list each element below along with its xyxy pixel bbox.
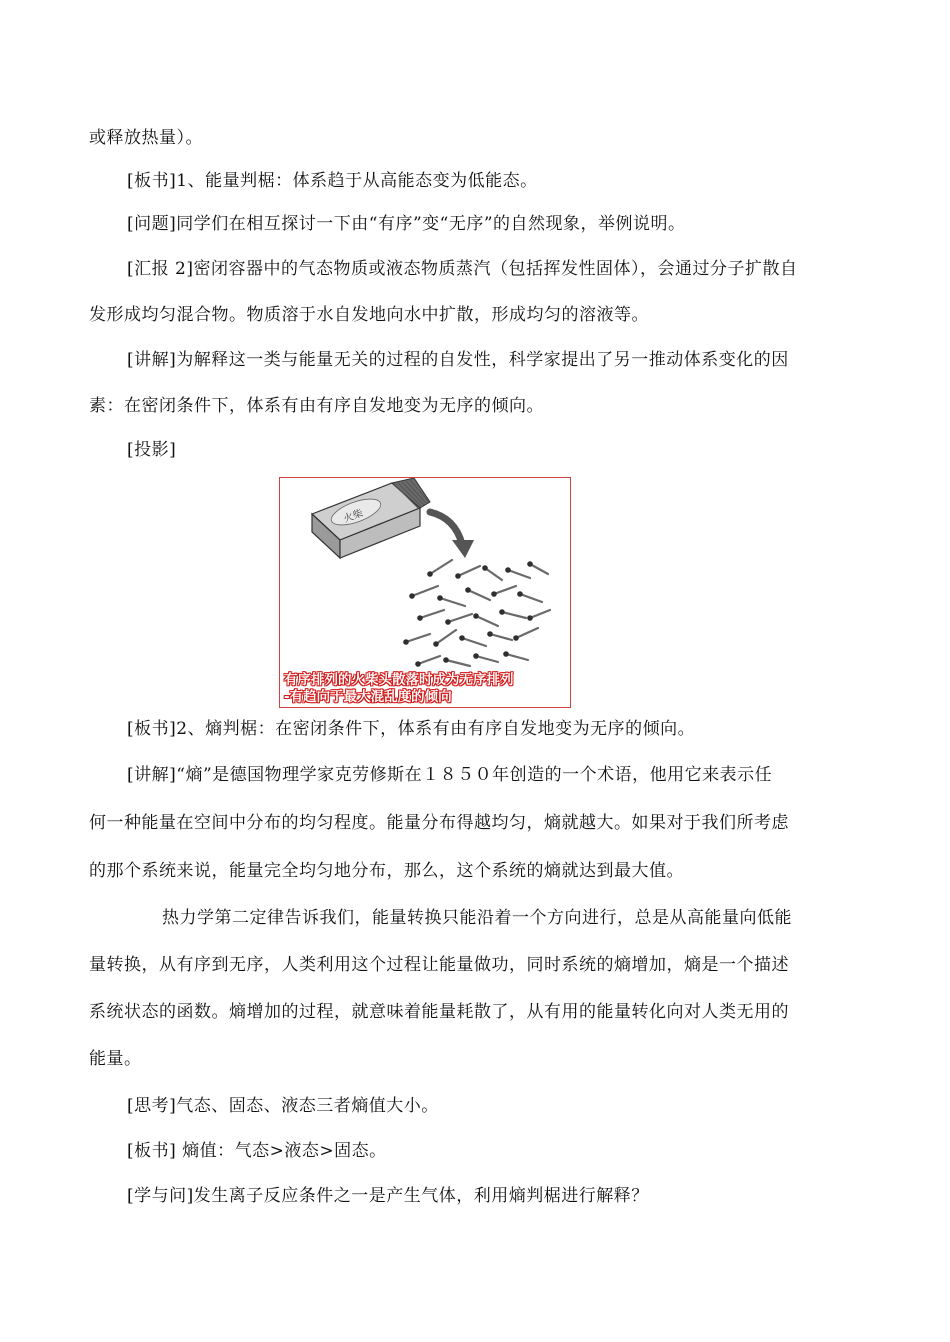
match-stick	[418, 656, 440, 664]
match-head	[409, 593, 415, 599]
paragraph-line: [讲解]为解释这一类与能量无关的过程的自发性，科学家提出了另一推动体系变化的因	[127, 350, 789, 370]
paragraph-line: 或释放热量）。	[89, 128, 203, 148]
match-stick	[476, 616, 498, 626]
match-stick	[520, 594, 542, 602]
match-head	[487, 631, 493, 637]
paragraph-line: 的那个系统来说，能量完全均匀地分布，那么，这个系统的熵就达到最大值。	[89, 861, 684, 881]
match-stick	[506, 654, 528, 660]
match-stick	[508, 570, 530, 578]
match-stick	[458, 566, 480, 576]
svg-text:火柴: 火柴	[342, 508, 365, 526]
match-stick	[420, 610, 444, 618]
match-stick	[406, 634, 430, 642]
paragraph-line: [板书] 熵值：气态>液态>固态。	[127, 1141, 387, 1161]
match-head	[443, 657, 449, 663]
match-head	[491, 591, 497, 597]
paragraph-line: [投影]	[127, 440, 177, 460]
match-head	[473, 613, 479, 619]
match-stick	[502, 612, 526, 618]
match-head	[455, 573, 461, 579]
match-head	[445, 619, 451, 625]
match-head	[505, 567, 511, 573]
paragraph-line: 能量。	[89, 1049, 142, 1069]
match-head	[433, 641, 439, 647]
match-stick	[494, 586, 516, 594]
match-head	[517, 591, 523, 597]
curved-arrow-icon	[430, 512, 474, 558]
match-stick	[530, 564, 548, 574]
paragraph-line: [问题]同学们在相互探讨一下由“有序”变“无序”的自然现象，举例说明。	[127, 214, 686, 234]
match-head	[482, 565, 488, 571]
match-head	[437, 595, 443, 601]
paragraph-line: 发形成均匀混合物。物质溶于水自发地向水中扩散，形成均匀的溶液等。	[89, 305, 649, 325]
match-stick	[485, 568, 502, 580]
match-stick	[440, 598, 465, 606]
match-head	[459, 635, 465, 641]
match-stick	[476, 656, 498, 662]
match-head	[427, 571, 433, 577]
paragraph-line: [汇报 2]密闭容器中的气态物质或液态物质蒸汽（包括挥发性固体），会通过分子扩散自	[127, 259, 798, 279]
match-head	[473, 653, 479, 659]
paragraph-line: 系统状态的函数。熵增加的过程，就意味着能量耗散了，从有用的能量转化向对人类无用的	[89, 1002, 789, 1022]
match-stick	[490, 634, 512, 640]
matchbox-icon	[312, 478, 430, 558]
match-stick	[412, 586, 438, 596]
paragraph-line: 量转换，从有序到无序，人类利用这个过程让能量做功，同时系统的熵增加，熵是一个描述	[89, 955, 789, 975]
paragraph-line: 何一种能量在空间中分布的均匀程度。能量分布得越均匀，熵就越大。如果对于我们所考虑	[89, 813, 789, 833]
match-head	[415, 661, 421, 667]
paragraph-line: 素：在密闭条件下，体系有由有序自发地变为无序的倾向。	[89, 396, 544, 416]
match-head	[499, 609, 505, 615]
match-stick	[446, 660, 470, 666]
match-stick	[462, 638, 486, 646]
match-head	[503, 651, 509, 657]
match-stick	[516, 628, 538, 638]
match-stick	[468, 590, 490, 600]
match-head	[527, 615, 533, 621]
paragraph-line: 热力学第二定律告诉我们，能量转换只能沿着一个方向进行，总是从高能量向低能	[162, 908, 792, 928]
match-stick	[436, 630, 456, 644]
match-stick	[430, 560, 452, 574]
match-stick	[448, 614, 472, 622]
paragraph-line: [板书]2、熵判椐：在密闭条件下，体系有由有序自发地变为无序的倾向。	[127, 719, 696, 739]
match-head	[465, 587, 471, 593]
matchbox-figure	[279, 477, 571, 708]
match-stick	[530, 610, 550, 618]
match-head	[513, 635, 519, 641]
match-head	[417, 615, 423, 621]
figure-caption-line1: 有序排列的火柴头散落时成为无序排列	[284, 672, 514, 688]
figure-caption-line2: -有趋向于最大混乱度的倾向	[284, 689, 452, 705]
paragraph-line: [思考]气态、固态、液态三者熵值大小。	[127, 1096, 439, 1116]
match-head	[527, 561, 533, 567]
paragraph-line: [讲解]“熵”是德国物理学家克劳修斯在１８５０年创造的一个术语，他用它来表示任	[127, 765, 773, 785]
paragraph-line: [板书]1、能量判椐：体系趋于从高能态变为低能态。	[127, 171, 538, 191]
match-head	[403, 639, 409, 645]
paragraph-line: [学与问]发生离子反应条件之一是产生气体，利用熵判椐进行解释？	[127, 1186, 649, 1206]
